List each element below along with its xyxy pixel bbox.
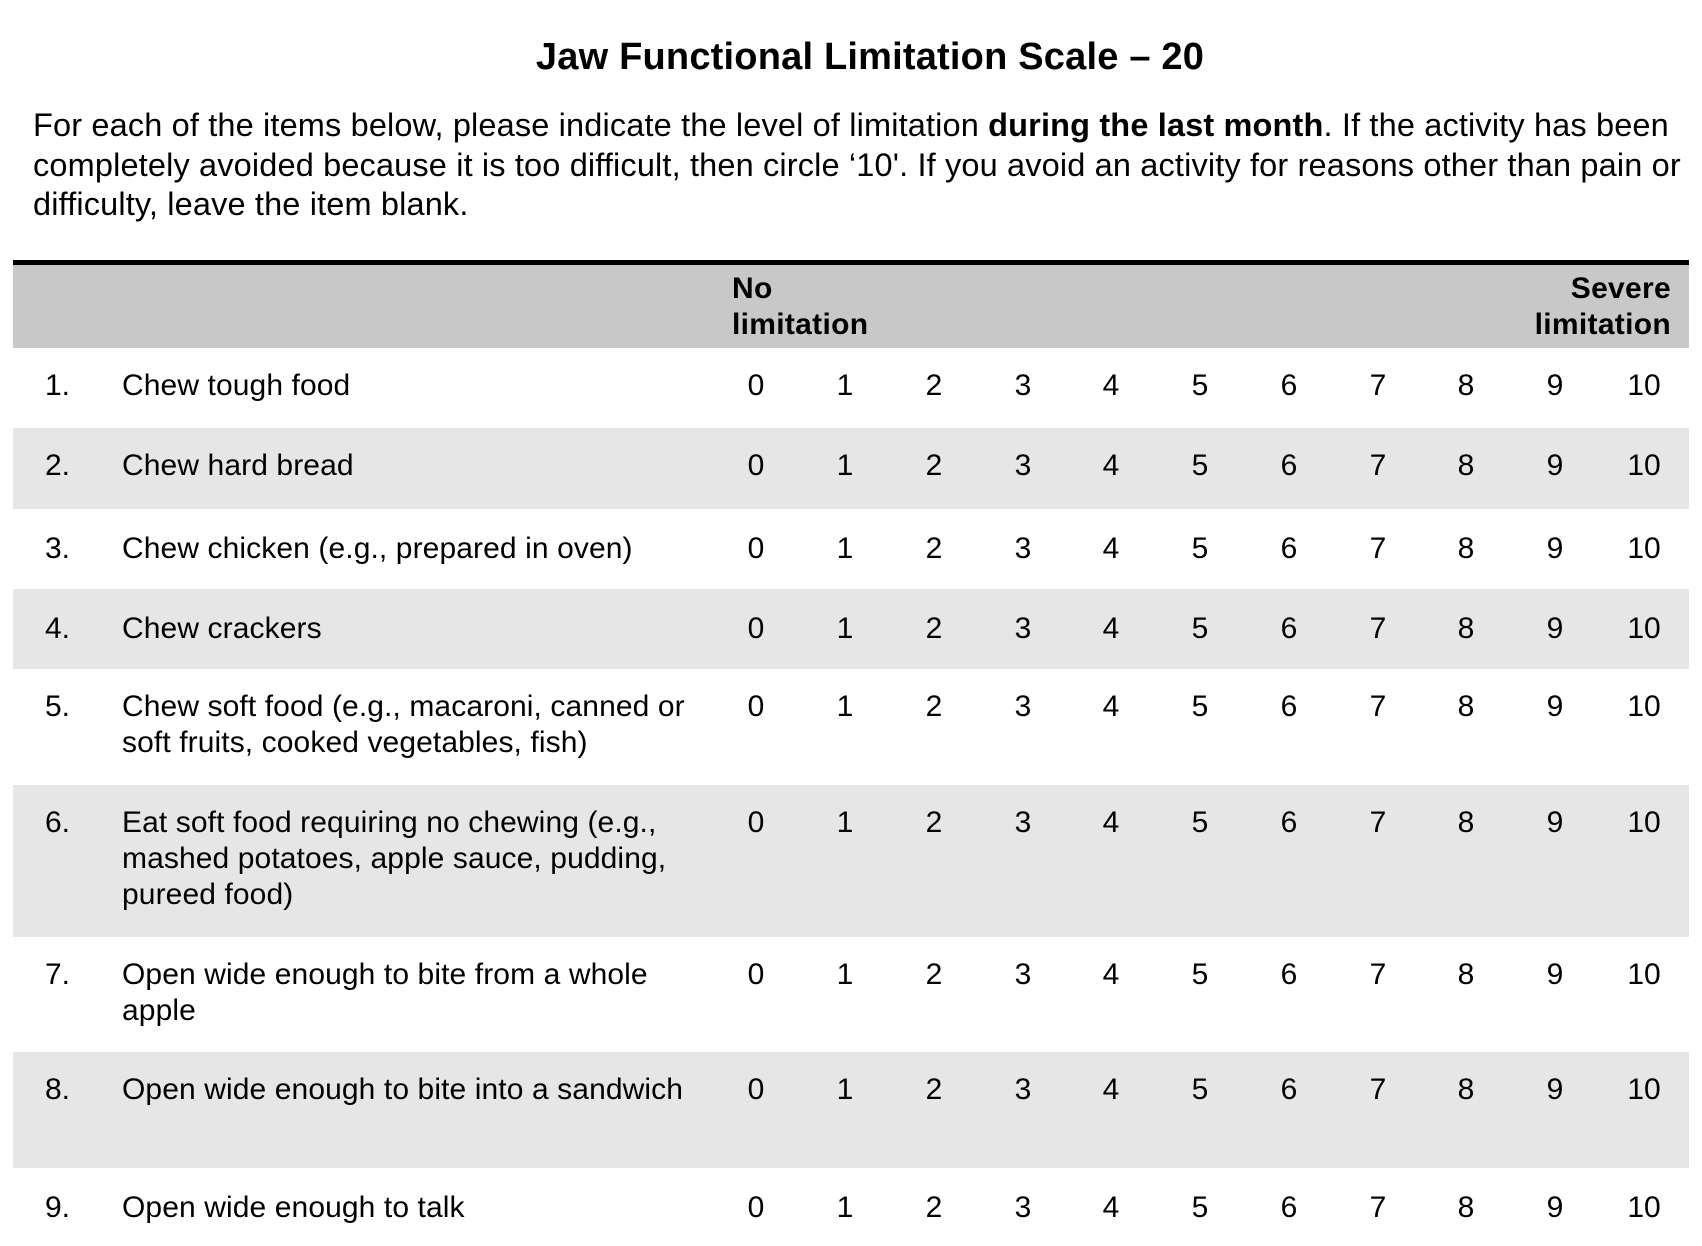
- item-row-5: [13, 669, 1689, 785]
- scale-anchor-low-line1: No: [732, 272, 773, 305]
- rating-option-6[interactable]: 6: [1280, 1073, 1298, 1106]
- rating-option-6[interactable]: 6: [1280, 690, 1298, 723]
- rating-option-5[interactable]: 5: [1191, 1191, 1209, 1224]
- rating-option-8[interactable]: 8: [1457, 806, 1475, 839]
- rating-option-0[interactable]: 0: [747, 369, 765, 402]
- rating-option-4[interactable]: 4: [1102, 532, 1120, 565]
- rating-option-8[interactable]: 8: [1457, 369, 1475, 402]
- item-number: 4.: [45, 612, 71, 645]
- item-row-2: [13, 428, 1689, 509]
- item-number: 7.: [45, 958, 71, 991]
- item-row-1: [13, 348, 1689, 428]
- rating-option-4[interactable]: 4: [1102, 1191, 1120, 1224]
- rating-option-4[interactable]: 4: [1102, 806, 1120, 839]
- item-label: Chew soft food (e.g., macaroni, canned or soft fruits, cooked vegetables, fish): [122, 690, 685, 759]
- instructions-emphasis: during the last month: [988, 107, 1324, 143]
- rating-option-0[interactable]: 0: [747, 532, 765, 565]
- item-label: Chew crackers: [122, 612, 322, 645]
- rating-option-2[interactable]: 2: [925, 1191, 943, 1224]
- item-label: Eat soft food requiring no chewing (e.g., mashed potatoes, apple sauce, pudding, pureed food): [122, 806, 667, 911]
- scale-anchor-low: [732, 271, 868, 343]
- rating-option-7[interactable]: 7: [1369, 806, 1387, 839]
- item-label: Open wide enough to bite into a sandwich: [122, 1073, 684, 1106]
- rating-option-7[interactable]: 7: [1369, 449, 1387, 482]
- rating-option-3[interactable]: 3: [1014, 612, 1032, 645]
- rating-option-0[interactable]: 0: [747, 612, 765, 645]
- item-number: 9.: [45, 1191, 71, 1224]
- item-label: Chew hard bread: [122, 449, 354, 482]
- item-row-9: [13, 1168, 1689, 1246]
- rating-option-3[interactable]: 3: [1014, 449, 1032, 482]
- rating-option-6[interactable]: 6: [1280, 369, 1298, 402]
- rating-option-2[interactable]: 2: [925, 449, 943, 482]
- rating-option-10[interactable]: 10: [1627, 532, 1661, 565]
- item-row-8: [13, 1052, 1689, 1168]
- rating-option-0[interactable]: 0: [747, 1191, 765, 1224]
- rating-option-1[interactable]: 1: [836, 958, 854, 991]
- rating-option-8[interactable]: 8: [1457, 449, 1475, 482]
- rating-option-0[interactable]: 0: [747, 449, 765, 482]
- rating-option-2[interactable]: 2: [925, 958, 943, 991]
- instructions-paragraph: [33, 106, 1693, 225]
- item-row-3: [13, 509, 1689, 589]
- rating-option-9[interactable]: 9: [1546, 449, 1564, 482]
- scale-anchor-low-line2: limitation: [732, 308, 869, 341]
- rating-option-7[interactable]: 7: [1369, 958, 1387, 991]
- item-label: Chew chicken (e.g., prepared in oven): [122, 532, 633, 565]
- rating-option-6[interactable]: 6: [1280, 532, 1298, 565]
- rating-option-9[interactable]: 9: [1546, 690, 1564, 723]
- rating-option-3[interactable]: 3: [1014, 958, 1032, 991]
- rating-option-0[interactable]: 0: [747, 806, 765, 839]
- rating-option-7[interactable]: 7: [1369, 1191, 1387, 1224]
- rating-option-3[interactable]: 3: [1014, 806, 1032, 839]
- rating-option-1[interactable]: 1: [836, 532, 854, 565]
- item-number: 5.: [45, 690, 71, 723]
- rating-option-2[interactable]: 2: [925, 806, 943, 839]
- item-number: 1.: [45, 369, 71, 402]
- rating-option-7[interactable]: 7: [1369, 532, 1387, 565]
- rating-option-5[interactable]: 5: [1191, 449, 1209, 482]
- rating-option-10[interactable]: 10: [1627, 449, 1661, 482]
- rating-option-7[interactable]: 7: [1369, 612, 1387, 645]
- rating-option-10[interactable]: 10: [1627, 369, 1661, 402]
- rating-option-10[interactable]: 10: [1627, 690, 1661, 723]
- rating-option-1[interactable]: 1: [836, 806, 854, 839]
- rating-option-9[interactable]: 9: [1546, 532, 1564, 565]
- rating-option-8[interactable]: 8: [1457, 532, 1475, 565]
- rating-option-1[interactable]: 1: [836, 1073, 854, 1106]
- rating-option-8[interactable]: 8: [1457, 612, 1475, 645]
- instructions-text-2: . If the activity has been completely avoided because it is too difficult, then circle ‘10'. If you avoid an activity for reasons other than pain or difficulty, leave the item blank.: [33, 107, 1681, 222]
- rating-option-3[interactable]: 3: [1014, 532, 1032, 565]
- rating-option-5[interactable]: 5: [1191, 612, 1209, 645]
- rating-option-9[interactable]: 9: [1546, 958, 1564, 991]
- rating-option-9[interactable]: 9: [1546, 1191, 1564, 1224]
- rating-option-9[interactable]: 9: [1546, 612, 1564, 645]
- rating-option-8[interactable]: 8: [1457, 958, 1475, 991]
- rating-option-2[interactable]: 2: [925, 612, 943, 645]
- rating-option-0[interactable]: 0: [747, 1073, 765, 1106]
- rating-option-5[interactable]: 5: [1191, 806, 1209, 839]
- scale-anchor-high-line2: limitation: [1534, 308, 1671, 341]
- rating-option-5[interactable]: 5: [1191, 532, 1209, 565]
- rating-option-7[interactable]: 7: [1369, 369, 1387, 402]
- rating-option-3[interactable]: 3: [1014, 1191, 1032, 1224]
- item-row-6: [13, 785, 1689, 937]
- rating-option-3[interactable]: 3: [1014, 369, 1032, 402]
- rating-option-10[interactable]: 10: [1627, 612, 1661, 645]
- rating-option-7[interactable]: 7: [1369, 690, 1387, 723]
- rating-option-2[interactable]: 2: [925, 1073, 943, 1106]
- rating-option-9[interactable]: 9: [1546, 369, 1564, 402]
- rating-option-2[interactable]: 2: [925, 532, 943, 565]
- rating-option-10[interactable]: 10: [1627, 1073, 1661, 1106]
- item-row-4: [13, 589, 1689, 669]
- rating-option-6[interactable]: 6: [1280, 806, 1298, 839]
- rating-option-4[interactable]: 4: [1102, 449, 1120, 482]
- rating-option-8[interactable]: 8: [1457, 1073, 1475, 1106]
- rating-option-5[interactable]: 5: [1191, 958, 1209, 991]
- rating-option-10[interactable]: 10: [1627, 806, 1661, 839]
- rating-option-4[interactable]: 4: [1102, 690, 1120, 723]
- rating-option-2[interactable]: 2: [925, 690, 943, 723]
- item-number: 8.: [45, 1073, 71, 1106]
- item-row-7: [13, 937, 1689, 1052]
- item-number: 2.: [45, 449, 71, 482]
- rating-option-10[interactable]: 10: [1627, 1191, 1661, 1224]
- rating-option-1[interactable]: 1: [836, 690, 854, 723]
- rating-option-7[interactable]: 7: [1369, 1073, 1387, 1106]
- scale-header-row: [13, 265, 1689, 348]
- scale-anchor-high: [1535, 271, 1671, 343]
- item-number: 3.: [45, 532, 71, 565]
- rating-option-6[interactable]: 6: [1280, 449, 1298, 482]
- rating-option-3[interactable]: 3: [1014, 1073, 1032, 1106]
- rating-option-4[interactable]: 4: [1102, 1073, 1120, 1106]
- rating-option-9[interactable]: 9: [1546, 806, 1564, 839]
- rating-option-1[interactable]: 1: [836, 612, 854, 645]
- rating-option-1[interactable]: 1: [836, 1191, 854, 1224]
- rating-option-8[interactable]: 8: [1457, 1191, 1475, 1224]
- rating-option-9[interactable]: 9: [1546, 1073, 1564, 1106]
- rating-option-1[interactable]: 1: [836, 369, 854, 402]
- rating-option-0[interactable]: 0: [747, 958, 765, 991]
- rating-option-1[interactable]: 1: [836, 449, 854, 482]
- item-label: Open wide enough to bite from a whole apple: [122, 958, 648, 1027]
- rating-option-4[interactable]: 4: [1102, 958, 1120, 991]
- rating-option-5[interactable]: 5: [1191, 690, 1209, 723]
- item-label: Chew tough food: [122, 369, 351, 402]
- item-label: Open wide enough to talk: [122, 1191, 465, 1224]
- rating-option-8[interactable]: 8: [1457, 690, 1475, 723]
- item-number: 6.: [45, 806, 71, 839]
- rating-option-5[interactable]: 5: [1191, 369, 1209, 402]
- instructions-text-1: For each of the items below, please indicate the level of limitation: [33, 107, 989, 143]
- rating-option-6[interactable]: 6: [1280, 1191, 1298, 1224]
- page-title: Jaw Functional Limitation Scale – 20: [535, 36, 1205, 78]
- rating-option-0[interactable]: 0: [747, 690, 765, 723]
- rating-option-2[interactable]: 2: [925, 369, 943, 402]
- rating-option-5[interactable]: 5: [1191, 1073, 1209, 1106]
- rating-option-4[interactable]: 4: [1102, 369, 1120, 402]
- rating-option-6[interactable]: 6: [1280, 612, 1298, 645]
- scale-anchor-high-line1: Severe: [1570, 272, 1671, 305]
- rating-option-6[interactable]: 6: [1280, 958, 1298, 991]
- rating-option-4[interactable]: 4: [1102, 612, 1120, 645]
- rating-option-3[interactable]: 3: [1014, 690, 1032, 723]
- rating-option-10[interactable]: 10: [1627, 958, 1661, 991]
